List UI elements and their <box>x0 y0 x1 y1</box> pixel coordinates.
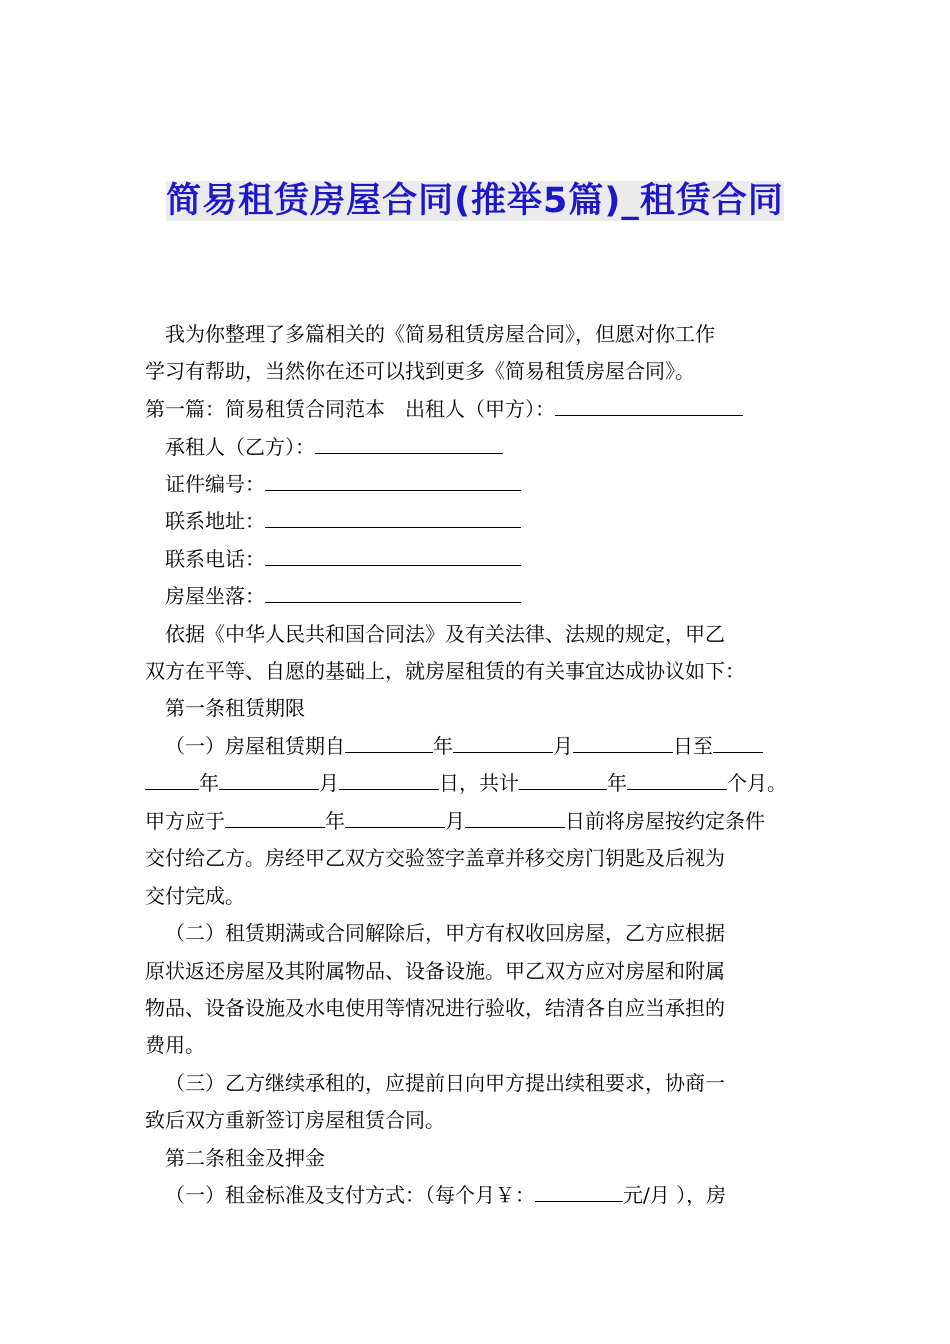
address-blank <box>265 508 521 528</box>
lessor-blank <box>555 396 743 416</box>
lessee-blank <box>315 434 503 454</box>
delivery-year-blank <box>225 808 325 828</box>
delivery-line-1 <box>145 807 815 835</box>
lessor-line <box>145 395 815 423</box>
delivery-text: 甲方应于 <box>145 809 225 833</box>
rent-amount-blank <box>535 1182 623 1202</box>
location-label: 房屋坐落： <box>165 584 265 608</box>
clause-2-line-4: 费用。 <box>145 1033 205 1057</box>
phone-line <box>165 545 835 573</box>
total-month-blank <box>627 770 727 790</box>
month-text: 月 <box>319 771 339 795</box>
year-text: 年 <box>607 771 627 795</box>
id-blank <box>265 471 521 491</box>
id-line <box>165 470 835 498</box>
location-blank <box>265 583 521 603</box>
phone-blank <box>265 546 521 566</box>
month-text: 月 <box>445 809 465 833</box>
year-text: 年 <box>199 771 219 795</box>
end-day-blank <box>339 770 439 790</box>
start-month-blank <box>453 733 553 753</box>
total-year-blank <box>519 770 607 790</box>
location-line <box>165 582 835 610</box>
clause-3-line-1: （三）乙方继续承租的，应提前日向甲方提出续租要求，协商一 <box>165 1071 725 1095</box>
rent-text: （一）租金标准及支付方式：（每个月￥： <box>165 1183 535 1207</box>
delivery-month-blank <box>345 808 445 828</box>
phone-label: 联系电话： <box>165 547 265 571</box>
term-line-2 <box>145 769 815 797</box>
year-text: 年 <box>325 809 345 833</box>
start-year-blank <box>345 733 433 753</box>
year-text: 年 <box>433 734 453 758</box>
delivery-condition-text: 日前将房屋按约定条件 <box>565 809 765 833</box>
rent-unit-text: 元/月 ），房 <box>623 1183 727 1207</box>
term-line-1 <box>165 732 835 760</box>
delivery-day-blank <box>465 808 565 828</box>
address-line <box>165 507 835 535</box>
total-text: 日，共计 <box>439 771 519 795</box>
clause-2-line-2: 原状返还房屋及其附属物品、设备设施。甲乙双方应对房屋和附属 <box>145 959 725 983</box>
clause-3-line-2: 致后双方重新签订房屋租赁合同。 <box>145 1108 445 1132</box>
months-text: 个月。 <box>727 771 787 795</box>
start-day-blank <box>573 733 673 753</box>
article-1-heading: 第一条租赁期限 <box>165 696 305 720</box>
delivery-line-2: 交付给乙方。房经甲乙双方交验签字盖章并移交房门钥匙及后视为 <box>145 846 725 870</box>
clause-2-line-1: （二）租赁期满或合同解除后，甲方有权收回房屋，乙方应根据 <box>165 921 725 945</box>
rent-line <box>165 1181 835 1209</box>
basis-line-1: 依据《中华人民共和国合同法》及有关法律、法规的规定，甲乙 <box>165 622 725 646</box>
delivery-line-3: 交付完成。 <box>145 884 245 908</box>
lessee-line <box>165 433 835 461</box>
lessor-label: 第一篇：简易租赁合同范本 出租人（甲方）： <box>145 397 555 421</box>
month-text: 月 <box>553 734 573 758</box>
end-year-blank-b <box>145 770 199 790</box>
basis-line-2: 双方在平等、自愿的基础上，就房屋租赁的有关事宜达成协议如下： <box>145 659 745 683</box>
intro-line-1: 我为你整理了多篇相关的《简易租赁房屋合同》，但愿对你工作 <box>165 322 715 346</box>
id-label: 证件编号： <box>165 472 265 496</box>
lessee-label: 承租人（乙方）： <box>165 435 315 459</box>
title-block <box>158 176 792 227</box>
term-text: （一）房屋租赁期自 <box>165 734 345 758</box>
clause-2-line-3: 物品、设备设施及水电使用等情况进行验收，结清各自应当承担的 <box>145 996 725 1020</box>
end-month-blank <box>219 770 319 790</box>
address-label: 联系地址： <box>165 509 265 533</box>
document-title: 简易租赁房屋合同(推举5篇)_租赁合同 <box>166 181 784 221</box>
intro-line-2: 学习有帮助，当然你在还可以找到更多《简易租赁房屋合同》。 <box>145 359 695 383</box>
article-2-heading: 第二条租金及押金 <box>165 1146 325 1170</box>
end-year-blank-a <box>713 733 763 753</box>
day-to-text: 日至 <box>673 734 713 758</box>
